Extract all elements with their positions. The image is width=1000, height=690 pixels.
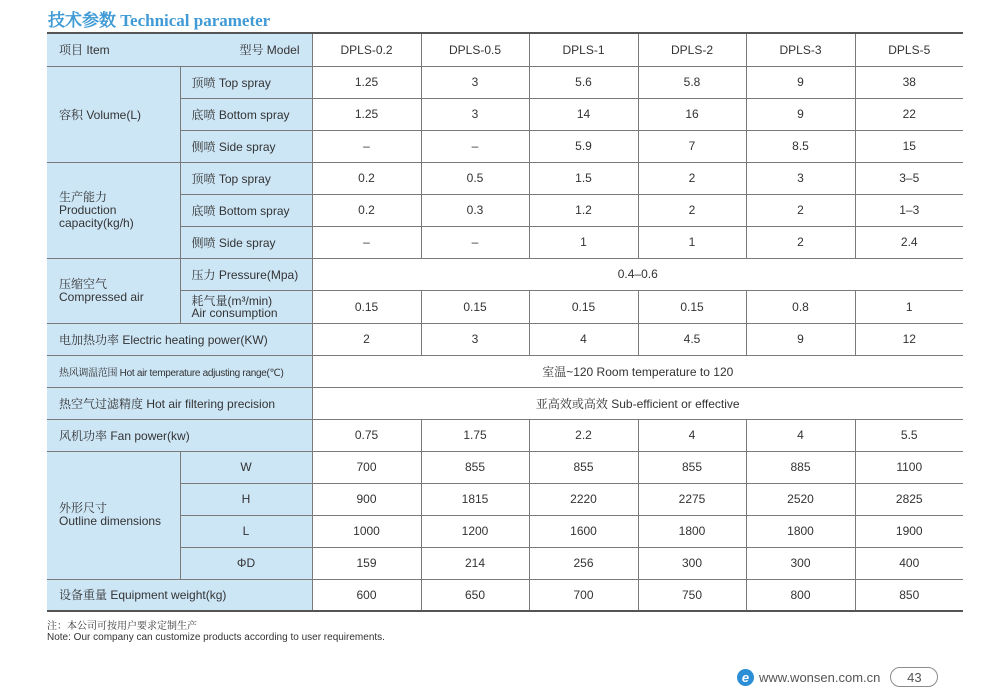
cell: 2 — [312, 323, 421, 355]
cell: 855 — [638, 451, 746, 483]
cell: 2275 — [638, 483, 746, 515]
cell: 12 — [855, 323, 963, 355]
cell: 7 — [638, 130, 746, 162]
cell: 256 — [529, 547, 638, 579]
cell: 650 — [421, 579, 529, 611]
header-row — [47, 33, 963, 66]
row-sublabel: ΦD — [180, 547, 312, 579]
row-sublabel: 侧喷 Side spray — [180, 130, 312, 162]
cell: 1.25 — [312, 66, 421, 98]
cell: 159 — [312, 547, 421, 579]
cell: 8.5 — [746, 130, 855, 162]
model-header: DPLS-0.5 — [421, 33, 529, 66]
cell: 3–5 — [855, 162, 963, 194]
cell: 4 — [529, 323, 638, 355]
cell: 0.15 — [529, 290, 638, 323]
table-row — [47, 387, 963, 419]
cell: 16 — [638, 98, 746, 130]
temp-range-label: 热风调温范围 Hot air temperature adjusting range(℃) — [47, 355, 312, 387]
outline-label — [47, 451, 180, 579]
row-sublabel: W — [180, 451, 312, 483]
cell: 1.75 — [421, 419, 529, 451]
capacity-label-cn: 生产能力 — [59, 189, 108, 204]
table-row — [47, 130, 963, 162]
row-sublabel: 顶喷 Top spray — [180, 162, 312, 194]
cell: 0.8 — [746, 290, 855, 323]
cell: 0.2 — [312, 194, 421, 226]
row-sublabel: 顶喷 Top spray — [180, 66, 312, 98]
page-number: 43 — [890, 667, 938, 687]
cell: 0.15 — [421, 290, 529, 323]
model-label: 型号 Model — [239, 43, 300, 58]
row-sublabel: 压力 Pressure(Mpa) — [180, 258, 312, 290]
table-row — [47, 547, 963, 579]
footnote-cn: 注：本公司可按用户要求定制生产 — [47, 621, 197, 632]
footnote-en: Note: Our company can customize products according to user requirements. — [47, 632, 385, 643]
row-sublabel — [180, 290, 312, 323]
weight-label: 设备重量 Equipment weight(kg) — [47, 579, 312, 611]
cell: 14 — [529, 98, 638, 130]
compressed-air-label-cn: 压缩空气 — [59, 276, 108, 291]
table-row — [47, 323, 963, 355]
cell: 2.2 — [529, 419, 638, 451]
cell: 2 — [746, 194, 855, 226]
cell: 3 — [421, 98, 529, 130]
table-row — [47, 162, 963, 194]
table-row — [47, 98, 963, 130]
table-row — [47, 419, 963, 451]
cell: 3 — [421, 323, 529, 355]
table-row — [47, 483, 963, 515]
technical-parameter-table — [47, 32, 963, 612]
table-row — [47, 194, 963, 226]
row-sublabel: 侧喷 Side spray — [180, 226, 312, 258]
cell: 1815 — [421, 483, 529, 515]
row-sublabel: H — [180, 483, 312, 515]
cell: 850 — [855, 579, 963, 611]
cell: 2520 — [746, 483, 855, 515]
table-row — [47, 355, 963, 387]
table-row — [47, 451, 963, 483]
cell: 800 — [746, 579, 855, 611]
item-model-header — [47, 33, 312, 66]
cell: 855 — [529, 451, 638, 483]
cell: 2 — [746, 226, 855, 258]
cell: 0.15 — [638, 290, 746, 323]
cell: 1800 — [746, 515, 855, 547]
model-header: DPLS-2 — [638, 33, 746, 66]
consumption-sublabel-1: 耗气量(m³/min) — [191, 293, 273, 308]
compressed-air-label-en: Compressed air — [59, 289, 144, 304]
table-row — [47, 515, 963, 547]
table-row — [47, 66, 963, 98]
cell: 214 — [421, 547, 529, 579]
cell: 1200 — [421, 515, 529, 547]
cell: 1 — [529, 226, 638, 258]
fan-power-label: 风机功率 Fan power(kw) — [47, 419, 312, 451]
cell: 22 — [855, 98, 963, 130]
cell: 1 — [638, 226, 746, 258]
cell: 3 — [421, 66, 529, 98]
consumption-sublabel-2: Air consumption — [191, 305, 278, 320]
cell: – — [421, 130, 529, 162]
capacity-label-en-1: Production — [59, 202, 117, 217]
model-header: DPLS-3 — [746, 33, 855, 66]
capacity-label — [47, 162, 180, 258]
table-row — [47, 226, 963, 258]
cell: 2.4 — [855, 226, 963, 258]
cell: 1800 — [638, 515, 746, 547]
cell: 9 — [746, 66, 855, 98]
cell: 5.8 — [638, 66, 746, 98]
cell: 2220 — [529, 483, 638, 515]
cell: 2 — [638, 194, 746, 226]
cell: 1100 — [855, 451, 963, 483]
heating-power-label: 电加热功率 Electric heating power(KW) — [47, 323, 312, 355]
cell: 0.3 — [421, 194, 529, 226]
cell: – — [421, 226, 529, 258]
volume-label: 容积 Volume(L) — [47, 66, 180, 162]
page-footer — [737, 667, 938, 687]
row-sublabel: L — [180, 515, 312, 547]
table-row — [47, 290, 963, 323]
temp-range-value: 室温~120 Room temperature to 120 — [312, 355, 963, 387]
cell: 0.75 — [312, 419, 421, 451]
row-sublabel: 底喷 Bottom spray — [180, 194, 312, 226]
cell: 0.5 — [421, 162, 529, 194]
cell: 2 — [638, 162, 746, 194]
website-e-icon: e — [737, 669, 754, 686]
cell: 0.15 — [312, 290, 421, 323]
cell: 750 — [638, 579, 746, 611]
cell: 1.5 — [529, 162, 638, 194]
website-link[interactable]: www.wonsen.com.cn — [759, 669, 881, 685]
cell: – — [312, 226, 421, 258]
cell: 2825 — [855, 483, 963, 515]
item-label: 项目 Item — [59, 43, 110, 58]
cell: 400 — [855, 547, 963, 579]
cell: 5.5 — [855, 419, 963, 451]
table-row — [47, 579, 963, 611]
cell: 1600 — [529, 515, 638, 547]
footnote — [47, 621, 385, 643]
compressed-air-label — [47, 258, 180, 323]
cell: 855 — [421, 451, 529, 483]
cell: 1.2 — [529, 194, 638, 226]
cell: 4 — [638, 419, 746, 451]
cell: 700 — [312, 451, 421, 483]
cell: 9 — [746, 323, 855, 355]
cell: 885 — [746, 451, 855, 483]
cell: 300 — [746, 547, 855, 579]
cell: 900 — [312, 483, 421, 515]
cell: 300 — [638, 547, 746, 579]
cell: 5.9 — [529, 130, 638, 162]
cell: 600 — [312, 579, 421, 611]
table-row — [47, 258, 963, 290]
capacity-label-en-2: capacity(kg/h) — [59, 215, 134, 230]
outline-label-en: Outline dimensions — [59, 514, 162, 528]
row-sublabel: 底喷 Bottom spray — [180, 98, 312, 130]
model-header: DPLS-0.2 — [312, 33, 421, 66]
cell: 5.6 — [529, 66, 638, 98]
cell: 1.25 — [312, 98, 421, 130]
cell: 1 — [855, 290, 963, 323]
cell: 700 — [529, 579, 638, 611]
page-title: 技术参数 Technical parameter — [48, 11, 271, 30]
cell: 3 — [746, 162, 855, 194]
cell: 1900 — [855, 515, 963, 547]
filter-label: 热空气过滤精度 Hot air filtering precision — [47, 387, 312, 419]
pressure-value: 0.4–0.6 — [312, 258, 963, 290]
outline-label-cn: 外形尺寸 — [59, 501, 108, 515]
model-header: DPLS-1 — [529, 33, 638, 66]
cell: 9 — [746, 98, 855, 130]
cell: 1–3 — [855, 194, 963, 226]
cell: 38 — [855, 66, 963, 98]
cell: 4 — [746, 419, 855, 451]
cell: 0.2 — [312, 162, 421, 194]
model-header: DPLS-5 — [855, 33, 963, 66]
cell: 4.5 — [638, 323, 746, 355]
cell: 1000 — [312, 515, 421, 547]
cell: 15 — [855, 130, 963, 162]
cell: – — [312, 130, 421, 162]
filter-value: 亚高效或高效 Sub-efficient or effective — [312, 387, 963, 419]
